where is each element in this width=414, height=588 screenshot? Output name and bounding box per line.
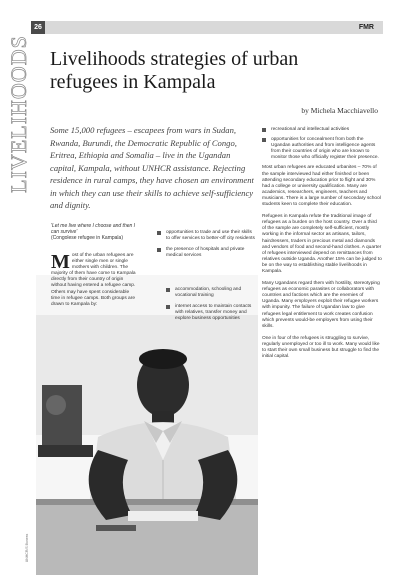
paragraph: Many Ugandans regard them with hostility, stereotyping refugees as economic parasites or collaborators with countries and factions which are the enemies of Uganda. Many employers exploit their refugee workers with impunity. The failure of Ugandan law to give refugees legal entitlement to work creates confusion which prevents would-be employers from using their skills.	[262, 281, 380, 329]
page-number: 26	[31, 21, 45, 34]
list-item: internet access to maintain contacts with relatives, transfer money and explore business opportunities	[166, 304, 256, 322]
magazine-name: FMR	[358, 24, 374, 31]
bullet-list-middle	[157, 230, 257, 264]
intro-text: ost of the urban refugees are either single men or single mothers with children. The majority of them have come to Kampala directly from their country of origin without having entered a refugee camp. Others may have spent considerable time in refugee camps. Both groups are drawn to Kampala by:	[51, 253, 136, 307]
list-item: the presence of hospitals and private medical services	[157, 247, 257, 259]
section-tag: LIVELIHOODS	[6, 35, 31, 193]
paragraph: One in four of the refugees is struggling to survive, regularly unemployed or too ill to work. Many would like to start their own small business but struggle to find the initial capital.	[262, 335, 380, 360]
quote-text: 'Let me live where I choose and then I can survive'	[51, 223, 136, 235]
paragraph: Refugees in Kampala refute the traditional image of refugees as a burden on the host country. Over a third of the sample are completely self-sufficient, mostly working in the informal sector as artisans, tailors, hairdressers, traders in precious metal and diamonds and vendors of food and second-hand clothes. A quarter of refugees interviewed depend on remittances from relatives outside Uganda. Another 15% can be judged to be on the way to establishing stable livelihoods in Kampala.	[262, 214, 382, 274]
byline: by Michela Macchiavello	[301, 106, 378, 115]
list-item: opportunities to trade and use their skills to offer services to better-off city residents	[157, 230, 257, 242]
quote-source: (Congolese refugee in Kampala)	[51, 235, 123, 241]
list-item: accommodation, schooling and vocational training	[166, 287, 256, 299]
body-column-left	[51, 253, 139, 308]
header-bar	[31, 21, 383, 34]
dropcap: M	[51, 251, 70, 273]
article-title: Livelihoods strategies of urban refugees in Kampala	[50, 48, 299, 93]
photo-credit: UNHCR/S Boness	[25, 533, 29, 563]
body-column-right	[262, 127, 382, 366]
bullet-list-photo	[166, 287, 256, 327]
standfirst: Some 15,000 refugees – escapees from wars in Sudan, Rwanda, Burundi, the Democratic Republic of Congo, Eritrea, Ethiopia and Somalia – live in the Ugandan capital, Kampala, without UNHCR assistance. Rejecting residence in rural camps, they have chosen an environment in which they can use their skills to achieve self-sufficiency and dignity.	[50, 125, 254, 210]
list-item: recreational and intellectual activities	[262, 127, 382, 133]
pull-quote	[51, 223, 141, 241]
list-item: opportunities for concealment from both the Ugandan authorities and from intelligence agents from their countries of origin who are known to monitor those who officially register their presence.	[262, 137, 382, 161]
paragraph: Most urban refugees are educated urbanites – 70% of the sample interviewed had either finished or been attending secondary education prior to flight and 30% had a college or university qualification. Many are academics, researchers, engineers, teachers and musicians. There is a large number of secondary school students keen to complete their education.	[262, 165, 381, 208]
